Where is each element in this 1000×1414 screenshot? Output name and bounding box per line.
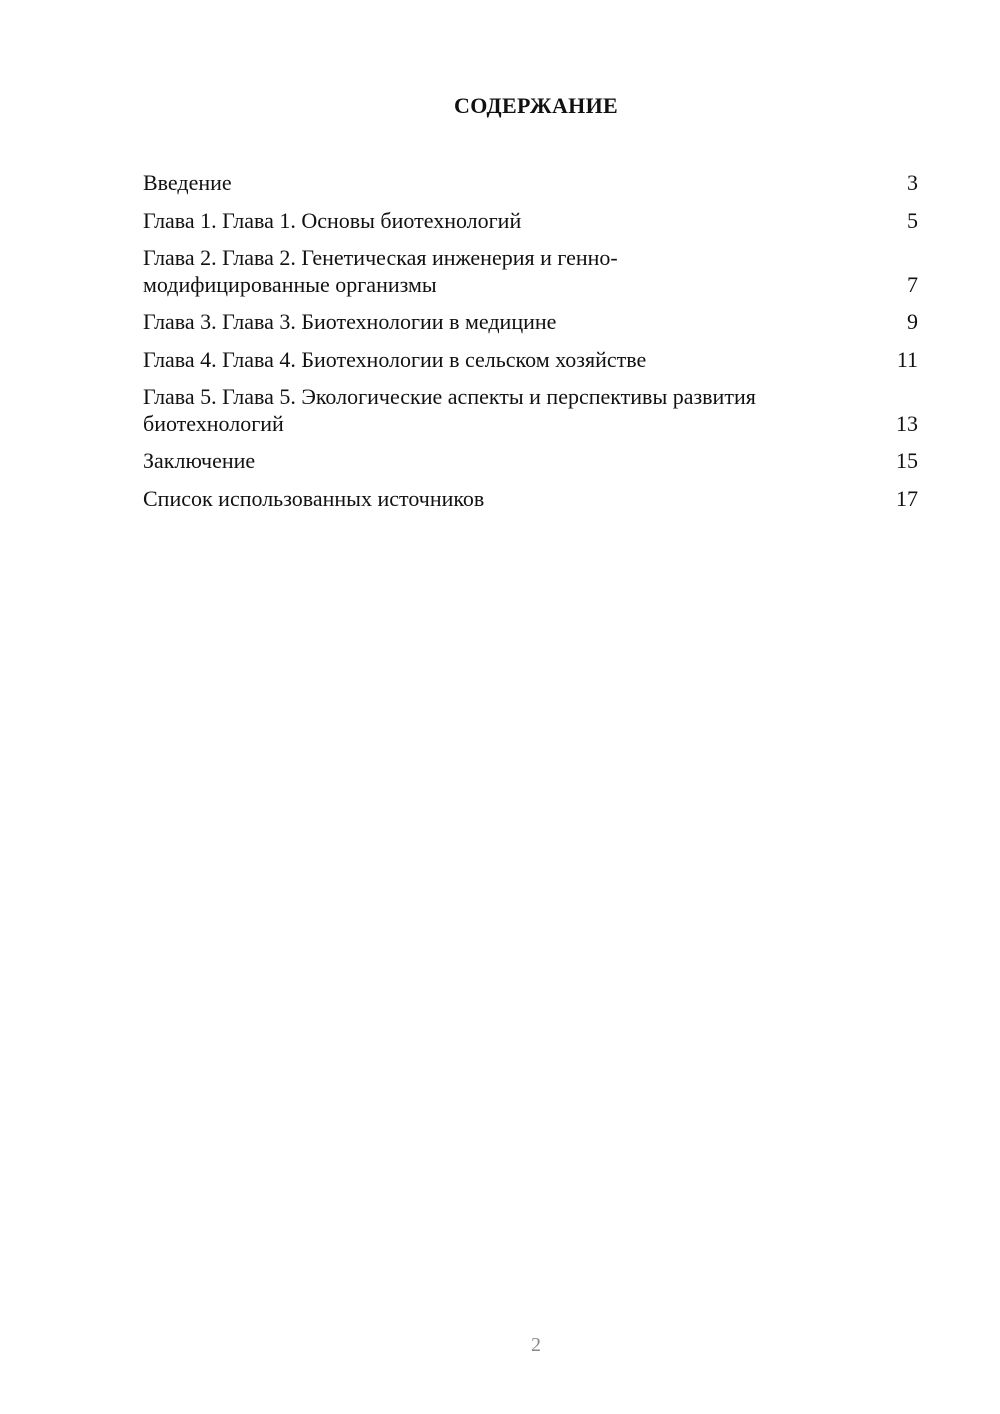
page-title: СОДЕРЖАНИЕ bbox=[454, 93, 618, 118]
toc-entry-title: Введение bbox=[143, 170, 232, 195]
toc-entry-page: 17 bbox=[896, 485, 918, 511]
toc-entry-references bbox=[143, 486, 918, 513]
toc-entry-page: 13 bbox=[896, 410, 918, 436]
page-number: 2 bbox=[531, 1334, 541, 1356]
toc-entry-conclusion bbox=[143, 448, 918, 475]
toc-entry-title: Глава 3. Глава 3. Биотехнологии в медицине bbox=[143, 309, 557, 334]
toc-entry-title: Глава 4. Глава 4. Биотехнологии в сельском хозяйстве bbox=[143, 346, 647, 372]
table-of-contents bbox=[143, 170, 918, 523]
toc-entry-title: Список использованных источников bbox=[143, 485, 485, 511]
toc-entry-title: Глава 1. Глава 1. Основы биотехнологий bbox=[143, 207, 522, 233]
toc-entry-page: 9 bbox=[907, 309, 918, 334]
toc-entry-page: 3 bbox=[907, 170, 918, 195]
toc-entry-page: 7 bbox=[907, 271, 918, 297]
toc-entry-chapter-5 bbox=[143, 384, 918, 437]
toc-entry-page: 15 bbox=[896, 448, 918, 473]
toc-entry-page: 5 bbox=[907, 207, 918, 233]
toc-entry-chapter-4 bbox=[143, 347, 918, 374]
toc-entry-title: Глава 2. Глава 2. Генетическая инженерия и генно-модифицированные организмы bbox=[143, 245, 618, 297]
toc-entry-title: Глава 5. Глава 5. Экологические аспекты и перспективы развития биотехнологий bbox=[143, 384, 756, 436]
toc-entry-title: Заключение bbox=[143, 448, 256, 473]
toc-entry-chapter-2 bbox=[143, 245, 918, 298]
toc-entry-page: 11 bbox=[896, 346, 918, 372]
toc-entry-introduction bbox=[143, 170, 918, 197]
toc-entry-chapter-1 bbox=[143, 208, 918, 235]
toc-entry-chapter-3 bbox=[143, 309, 918, 336]
